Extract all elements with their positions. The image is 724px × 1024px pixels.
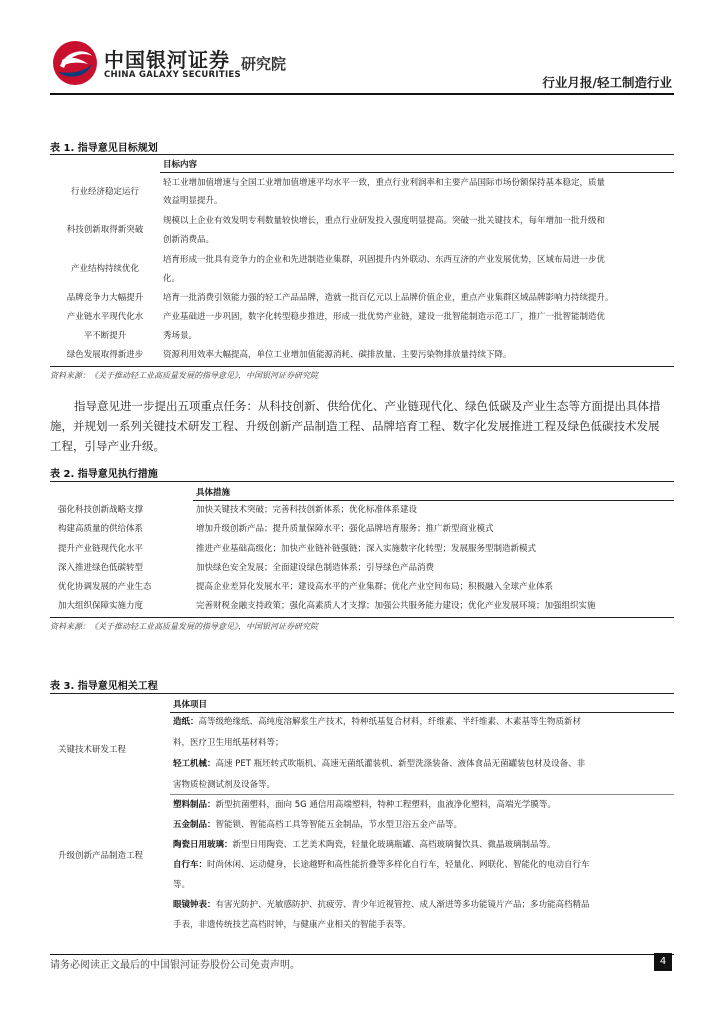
item-text: 智能锁、智能高档工具等智能五金制品，节水型卫浴五金产品等。 — [215, 820, 463, 830]
table2-row-label: 优化协调发展的产业生态 — [58, 582, 152, 592]
table3-item-cont: 手表，非遗传统技艺高档时钟，与健康产业相关的智能手表等。 — [173, 920, 412, 930]
institute-label: 研究院 — [241, 55, 287, 73]
item-category: 轻工机械： — [173, 759, 216, 769]
table3-item — [173, 713, 581, 732]
table3-title: 表 3. 指导意见相关工程 — [50, 681, 158, 692]
table3-item — [173, 856, 590, 875]
table1-row-label: 科技创新取得新突破 — [66, 225, 144, 235]
table3-item — [173, 755, 585, 774]
table1-row-text: 规模以上企业有效发明专利数量较快增长，重点行业研发投入强度明显提高。突破一批关键技术，每年增加一批升级和 — [163, 216, 606, 226]
table1-bottom-rule — [50, 366, 674, 367]
table1-row-text: 轻工业增加值增速与全国工业增加值增速平均水平一致，重点行业利润率和主要产品国际市场份额保持基本稳定，质量 — [163, 178, 606, 188]
table3-item — [173, 896, 590, 915]
footer-divider — [50, 954, 674, 955]
table1-row-text: 创新消费品。 — [163, 235, 215, 245]
table1-row-label: 产业结构持续优化 — [70, 264, 139, 274]
item-category: 造纸： — [173, 717, 199, 727]
table2-row-label: 提升产业链现代化水平 — [58, 544, 144, 554]
table2-row-label: 加大组织保障实施力度 — [58, 601, 144, 611]
table3-item-cont: 等。 — [173, 880, 191, 890]
page-number: 4 — [654, 953, 672, 971]
table2-row-text: 增加升级创新产品；提升质量保障水平；强化品牌培育服务；推广新型商业模式 — [196, 524, 494, 534]
table2-row-label: 构建高质量的供给体系 — [58, 524, 144, 534]
table1-title: 表 1. 指导意见目标规划 — [50, 143, 158, 154]
table1-column-header: 目标内容 — [163, 160, 198, 170]
table3-top-rule — [50, 693, 674, 694]
table2-row-label: 深入推进绿色低碳转型 — [58, 563, 144, 573]
table1-row-text: 秀场景。 — [163, 331, 198, 341]
table3-column-header: 具体项目 — [173, 700, 208, 710]
item-category: 自行车： — [173, 860, 208, 870]
table1-row-label: 绿色发展取得新进步 — [66, 350, 144, 360]
table3-item — [173, 816, 462, 835]
table2-row-text: 提高企业差异化发展水平；建设高水平的产业集群；优化产业空间布局；积极融入全球产业体系 — [196, 582, 554, 592]
item-category: 塑料制品： — [173, 800, 216, 810]
table3-group-divider — [170, 794, 674, 795]
body-paragraph: 指导意见进一步提出五项重点任务：从科技创新、供给优化、产业链现代化、绿色低碳及产业生态等方面提出具体措施，并规划一系列关键技术研发工程、升级创新产品制造工程、品牌培育工程、数字化发展推进工程及绿色低碳技术发展工程，引导产业升级。 — [50, 399, 661, 453]
table2-top-rule — [50, 481, 674, 482]
logo-chinese-name: 中国银河证券 — [104, 48, 230, 72]
table1-top-rule — [50, 154, 674, 155]
table2-row-label: 强化科技创新战略支撑 — [58, 505, 144, 515]
table1-row-text: 培育一批消费引领能力强的轻工产品品牌，造就一批百亿元以上品牌价值企业，重点产业集群区域品牌影响力持续提升。 — [163, 293, 614, 303]
table2-row-text: 加快绿色安全发展；全面建设绿色制造体系；引导绿色产品消费 — [196, 563, 435, 573]
item-category: 眼镜钟表： — [173, 900, 216, 910]
galaxy-logo-icon — [50, 38, 100, 88]
table2-column-header: 具体措施 — [196, 488, 231, 498]
table2-row-text: 推进产业基础高级化；加快产业链补链强链；深入实施数字化转型；发展服务型制造新模式 — [196, 544, 537, 554]
table3-item — [173, 796, 556, 815]
header-divider — [50, 93, 674, 95]
table1-row-label: 平不断提升 — [83, 331, 127, 341]
report-type-label: 行业月报/轻工制造行业 — [542, 75, 672, 90]
table1-row-text: 效益明显提升。 — [163, 196, 223, 206]
table3-item — [173, 836, 556, 855]
table2-bottom-rule — [50, 617, 674, 618]
table1-row-text: 资源利用效率大幅提高，单位工业增加值能源消耗、碳排放量、主要污染物排放量持续下降。 — [163, 350, 512, 360]
logo-english-name: CHINA GALAXY SECURITIES — [104, 70, 241, 80]
footer-disclaimer: 请务必阅读正文最后的中国银河证券股份公司免责声明。 — [50, 960, 300, 971]
item-text: 时尚休闲、运动健身，长途越野和高性能折叠等多样化自行车，轻量化、网联化、智能化的电动自行车 — [207, 860, 590, 870]
table1-source: 资料来源：《关于推动轻工业高质量发展的指导意见》，中国银河证券研究院 — [50, 371, 318, 380]
table2-row-text: 加快关键技术突破；完善科技创新体系；优化标准体系建设 — [196, 505, 418, 515]
table2-title: 表 2. 指导意见执行措施 — [50, 469, 158, 480]
table2-source: 资料来源：《关于推动轻工业高质量发展的指导意见》，中国银河证券研究院 — [50, 622, 318, 631]
item-category: 陶瓷日用玻璃： — [173, 840, 233, 850]
item-text: 新型抗菌塑料，面向 5G 通信用高端塑料，特种工程塑料，血液净化塑料，高端光学膜等。 — [215, 800, 556, 810]
table1-row-text: 培育形成一批具有竞争力的企业和先进制造业集群，巩固提升内外联动、东西互济的产业发展优势，区域布局进一步优 — [163, 255, 606, 265]
table1-row-text: 化。 — [163, 274, 181, 284]
item-text: 新型日用陶瓷、工艺美术陶瓷，轻量化玻璃瓶罐、高档玻璃餐饮具、微晶玻璃制品等。 — [232, 840, 556, 850]
item-category: 五金制品： — [173, 820, 216, 830]
item-text: 高等级绝缘纸、高纯度溶解浆生产技术，特种纸基复合材料，纤维素、半纤维素、木素基等生物质新材 — [198, 717, 582, 727]
table3-group-label: 升级创新产品制造工程 — [58, 851, 144, 861]
table1-row-text: 产业基础进一步巩固，数字化转型稳步推进，形成一批优势产业链，建设一批智能制造示范工厂，推广一批智能制造优 — [163, 312, 606, 322]
item-text: 有害光防护、光敏感防护、抗疲劳、青少年近视管控、成人渐进等多功能镜片产品；多功能高档精品 — [215, 900, 590, 910]
table1-row-label: 行业经济稳定运行 — [70, 187, 139, 197]
table2-row-text: 完善财税金融支持政策；强化高素质人才支撑；加强公共服务能力建设；优化产业发展环境；加强组织实施 — [196, 601, 596, 611]
table1-row-label: 产业链水平现代化水 — [66, 312, 144, 322]
table1-row-label: 品牌竞争力大幅提升 — [66, 293, 144, 303]
table3-item-cont: 害物质检测试剂及设备等。 — [173, 780, 276, 790]
table1-header-rule — [160, 172, 674, 173]
table3-group-label: 关键技术研发工程 — [58, 745, 127, 755]
item-text: 高速 PET 瓶坯转式吹瓶机、高速无菌纸灌装机、新型洗涤装备、液体食品无菌罐装包材及设备、非 — [215, 759, 586, 769]
table3-item-cont: 料，医疗卫生用纸基材料等； — [173, 738, 284, 748]
